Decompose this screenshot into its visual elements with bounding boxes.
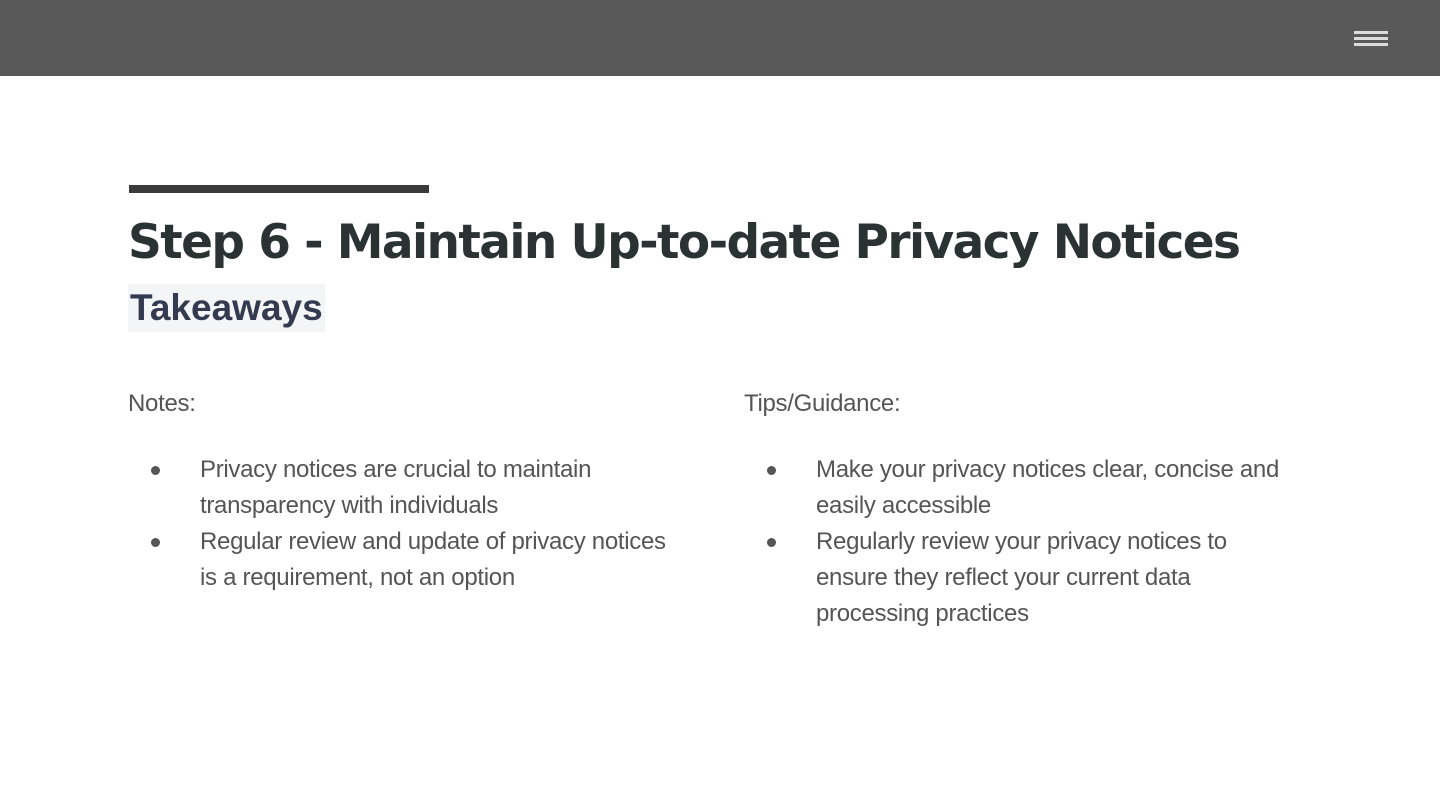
title-accent-line [129, 185, 429, 193]
hamburger-menu-icon[interactable] [1352, 29, 1390, 49]
slide [0, 76, 1440, 810]
tips-list [744, 452, 1304, 632]
bullet-icon [767, 466, 776, 475]
list-item-text: Regular review and update of privacy notices is a requirement, not an option [200, 528, 666, 591]
notes-heading: Notes: [128, 390, 196, 417]
list-item-text: Privacy notices are crucial to maintain transparency with individuals [200, 456, 592, 519]
list-item [744, 524, 1304, 632]
notes-column [128, 386, 668, 596]
list-item [128, 452, 668, 524]
bullet-icon [767, 538, 776, 547]
list-item [128, 524, 668, 596]
notes-list [128, 452, 668, 596]
list-item-text: Make your privacy notices clear, concise and easily accessible [816, 456, 1280, 519]
slide-title: Step 6 - Maintain Up-to-date Privacy Notices [128, 215, 1240, 270]
tips-heading: Tips/Guidance: [744, 390, 901, 417]
list-item-text: Regularly review your privacy notices to ensure they reflect your current data processing practices [816, 528, 1227, 627]
top-toolbar [0, 0, 1440, 76]
slide-subtitle: Takeaways [128, 284, 325, 332]
list-item [744, 452, 1304, 524]
tips-column [744, 386, 1304, 632]
bullet-icon [151, 466, 160, 475]
bullet-icon [151, 538, 160, 547]
